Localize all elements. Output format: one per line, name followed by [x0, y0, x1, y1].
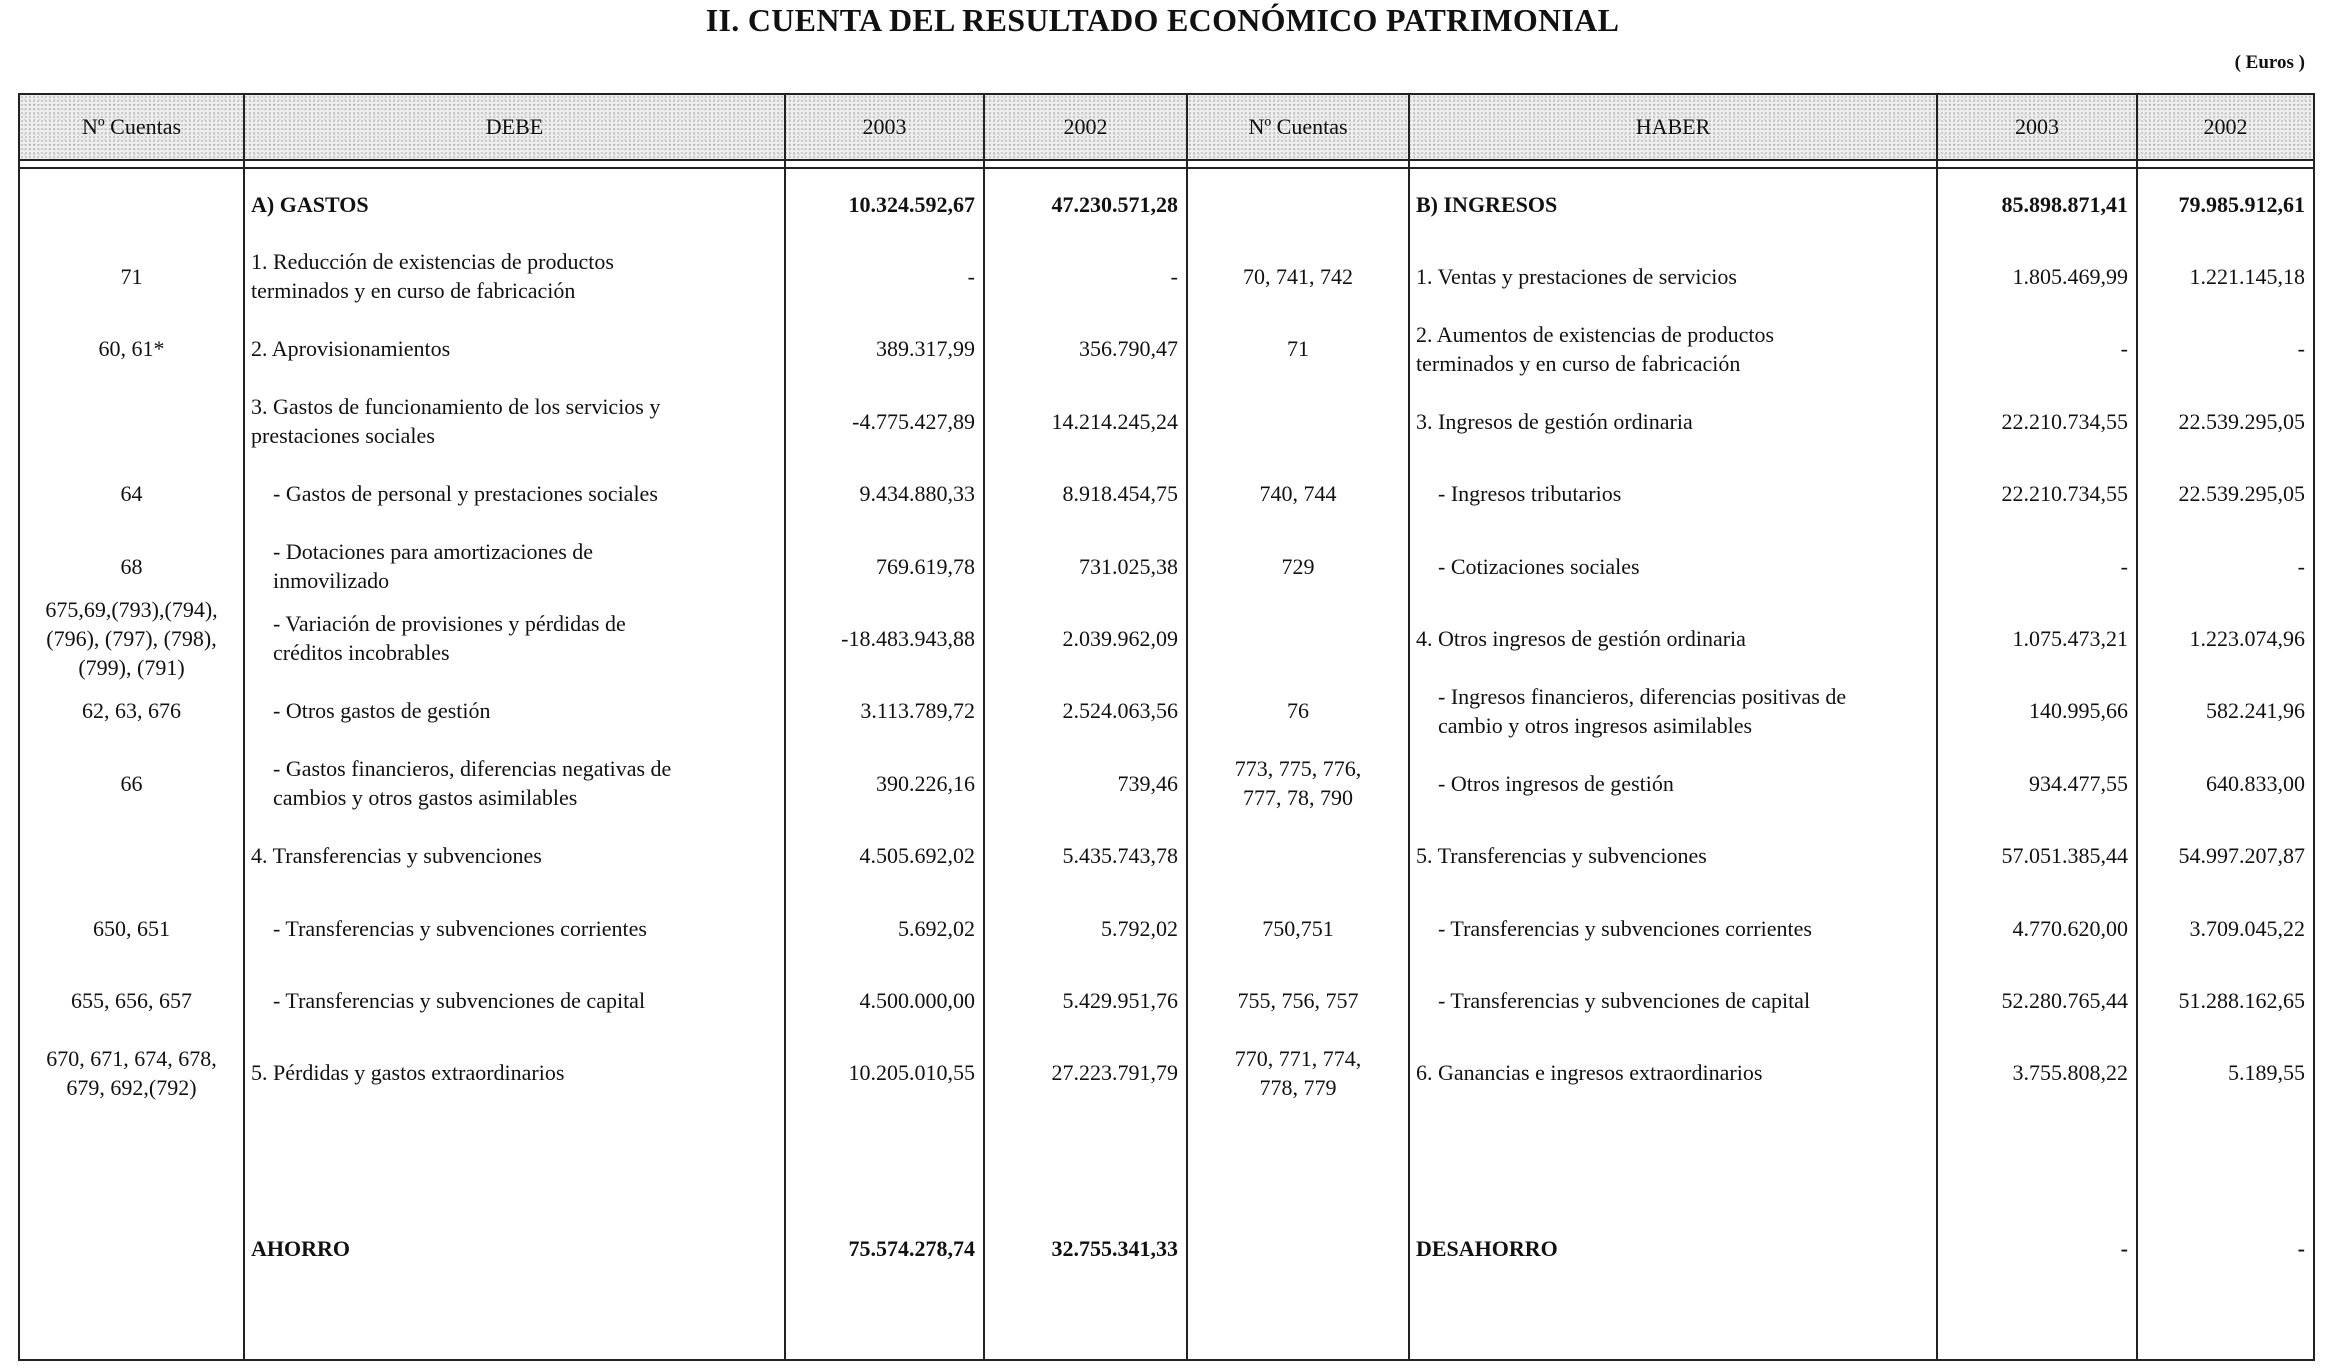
right-account-cell: 770, 771, 774, 778, 779	[1234, 1045, 1362, 1100]
table-row	[20, 313, 2313, 385]
haber-2002-cell: 22.539.295,05	[2178, 408, 2305, 434]
haber-2003-cell: 4.770.620,00	[2012, 915, 2128, 941]
haber-2003-cell: 1.075.473,21	[2012, 625, 2128, 651]
debe-2002-cell: 731.025,38	[1079, 553, 1178, 579]
left-account-cell: 670, 671, 674, 678, 679, 692,(792)	[46, 1045, 217, 1100]
table-row	[20, 458, 2313, 530]
right-account-cell: 76	[1287, 698, 1309, 724]
table-row	[20, 964, 2313, 1036]
haber-description-cell: 2. Aumentos de existencias de productos terminados y en curso de fabricación	[1416, 321, 1775, 376]
debe-2002-cell: 8.918.454,75	[1062, 481, 1178, 507]
total-haber-2002: -	[2297, 1235, 2305, 1261]
table-row	[20, 385, 2313, 457]
haber-description-cell: B) INGRESOS	[1416, 191, 1558, 217]
right-account-cell: 71	[1287, 336, 1309, 362]
haber-2003-cell: 52.280.765,44	[2001, 987, 2128, 1013]
table-row	[20, 675, 2313, 747]
debe-2003-cell: 5.692,02	[898, 915, 975, 941]
debe-2003-cell: -4.775.427,89	[852, 408, 975, 434]
haber-2002-cell: 640.833,00	[2206, 770, 2305, 796]
table-row	[20, 240, 2313, 312]
debe-2002-cell: 27.223.791,79	[1051, 1060, 1178, 1086]
left-account-cell	[20, 168, 243, 240]
haber-2002-cell: -	[2297, 553, 2305, 579]
total-debe-label: AHORRO	[251, 1235, 350, 1261]
left-account-cell: 675,69,(793),(794), (796), (797), (798), (799), (791)	[45, 596, 218, 680]
right-account-cell	[1188, 820, 1408, 892]
haber-2002-cell: 51.288.162,65	[2178, 987, 2305, 1013]
haber-2002-cell: 1.221.145,18	[2189, 263, 2305, 289]
total-debe-2002: 32.755.341,33	[1051, 1235, 1178, 1261]
header-left-account: Nº Cuentas	[81, 114, 182, 139]
right-account-cell: 750,751	[1262, 915, 1334, 941]
header-divider	[20, 159, 2313, 161]
header-haber: HABER	[1635, 114, 1711, 139]
table-row	[20, 820, 2313, 892]
haber-2003-cell: -	[2120, 553, 2128, 579]
table-row	[20, 596, 2313, 680]
debe-2003-cell: 389.317,99	[876, 336, 975, 362]
total-debe-2003: 75.574.278,74	[848, 1235, 975, 1261]
haber-description-cell: 4. Otros ingresos de gestión ordinaria	[1416, 625, 1746, 651]
haber-description-cell: - Transferencias y subvenciones corrientes	[1438, 915, 1812, 941]
table-row	[20, 168, 2313, 240]
haber-2003-cell: 22.210.734,55	[2001, 481, 2128, 507]
haber-2003-cell: 1.805.469,99	[2012, 263, 2128, 289]
right-account-cell	[1188, 168, 1408, 240]
haber-description-cell: - Ingresos financieros, diferencias positivas de cambio y otros ingresos asimilables	[1438, 683, 1847, 738]
haber-description-cell: 6. Ganancias e ingresos extraordinarios	[1416, 1060, 1763, 1086]
haber-2002-cell: 582.241,96	[2206, 698, 2305, 724]
debe-2002-cell: 2.039.962,09	[1062, 625, 1178, 651]
haber-2002-cell: 79.985.912,61	[2178, 191, 2305, 217]
haber-description-cell: 5. Transferencias y subvenciones	[1416, 843, 1707, 869]
haber-description-cell: - Ingresos tributarios	[1438, 481, 1622, 507]
debe-description-cell: - Transferencias y subvenciones de capital	[273, 987, 646, 1013]
debe-2003-cell: -18.483.943,88	[841, 625, 975, 651]
haber-2003-cell: 934.477,55	[2029, 770, 2128, 796]
debe-2002-cell: 739,46	[1117, 770, 1178, 796]
debe-2003-cell: 10.324.592,67	[848, 191, 975, 217]
debe-2003-cell: -	[967, 263, 975, 289]
header-debe-2003: 2003	[862, 114, 907, 139]
left-account-cell: 68	[120, 553, 143, 579]
right-account-cell: 773, 775, 776, 777, 78, 790	[1234, 756, 1362, 811]
right-account-cell: 70, 741, 742	[1243, 263, 1353, 289]
debe-2003-cell: 390.226,16	[876, 770, 975, 796]
total-haber-2003: -	[2120, 1235, 2128, 1261]
haber-2002-cell: 1.223.074,96	[2189, 625, 2305, 651]
haber-2002-cell: -	[2297, 336, 2305, 362]
left-account-cell: 650, 651	[93, 915, 170, 941]
haber-description-cell: 1. Ventas y prestaciones de servicios	[1416, 263, 1737, 289]
debe-2002-cell: 5.429.951,76	[1062, 987, 1178, 1013]
haber-2002-cell: 3.709.045,22	[2189, 915, 2305, 941]
header-debe-2002: 2002	[1063, 114, 1108, 139]
debe-2003-cell: 9.434.880,33	[859, 481, 975, 507]
left-account-cell: 62, 63, 676	[82, 698, 181, 724]
haber-description-cell: 3. Ingresos de gestión ordinaria	[1416, 408, 1693, 434]
header-haber-2003: 2003	[2015, 114, 2059, 139]
debe-description-cell: - Gastos financieros, diferencias negativas de cambios y otros gastos asimilables	[273, 756, 672, 811]
haber-description-cell: - Otros ingresos de gestión	[1438, 770, 1674, 796]
debe-2003-cell: 4.505.692,02	[859, 843, 975, 869]
header-haber-2002: 2002	[2203, 114, 2248, 139]
right-account-cell: 740, 744	[1259, 481, 1337, 507]
haber-description-cell: - Transferencias y subvenciones de capital	[1438, 987, 1811, 1013]
debe-2002-cell: 5.792,02	[1101, 915, 1178, 941]
right-account-cell	[1188, 602, 1408, 674]
debe-description-cell: - Variación de provisiones y pérdidas de créditos incobrables	[273, 611, 626, 666]
debe-2002-cell: 5.435.743,78	[1062, 843, 1178, 869]
table-row	[20, 1037, 2313, 1109]
totals-row	[20, 1212, 2313, 1284]
left-account-cell: 655, 656, 657	[71, 987, 192, 1013]
right-account-cell: 755, 756, 757	[1237, 987, 1359, 1013]
haber-description-cell: - Cotizaciones sociales	[1438, 553, 1640, 579]
left-account-cell: 60, 61*	[98, 336, 165, 362]
income-statement-table	[18, 93, 2315, 1361]
haber-2003-cell: -	[2120, 336, 2128, 362]
haber-2003-cell: 140.995,66	[2029, 698, 2128, 724]
debe-description-cell: 3. Gastos de funcionamiento de los servicios y prestaciones sociales	[251, 394, 661, 449]
left-account-cell: 71	[120, 263, 143, 289]
debe-description-cell: 4. Transferencias y subvenciones	[251, 843, 542, 869]
header-debe: DEBE	[485, 114, 544, 139]
haber-2003-cell: 3.755.808,22	[2012, 1060, 2128, 1086]
debe-2003-cell: 3.113.789,72	[860, 698, 975, 724]
debe-2002-cell: 356.790,47	[1079, 336, 1178, 362]
total-haber-label: DESAHORRO	[1416, 1235, 1558, 1261]
debe-2002-cell: 47.230.571,28	[1051, 191, 1178, 217]
debe-2003-cell: 4.500.000,00	[859, 987, 975, 1013]
left-account-cell	[20, 385, 243, 457]
haber-2003-cell: 57.051.385,44	[2001, 843, 2128, 869]
debe-2002-cell: -	[1170, 263, 1178, 289]
haber-2002-cell: 5.189,55	[2228, 1060, 2305, 1086]
debe-2002-cell: 14.214.245,24	[1051, 408, 1178, 434]
table-row	[20, 747, 2313, 819]
haber-2002-cell: 54.997.207,87	[2178, 843, 2305, 869]
debe-description-cell: A) GASTOS	[251, 191, 369, 217]
debe-description-cell: - Transferencias y subvenciones corrientes	[273, 915, 647, 941]
haber-2002-cell: 22.539.295,05	[2178, 481, 2305, 507]
left-account-cell	[20, 820, 243, 892]
debe-description-cell: - Otros gastos de gestión	[273, 698, 491, 724]
debe-2003-cell: 10.205.010,55	[848, 1060, 975, 1086]
table-row	[20, 530, 2313, 602]
haber-2003-cell: 22.210.734,55	[2001, 408, 2128, 434]
debe-description-cell: 1. Reducción de existencias de productos terminados y en curso de fabricación	[251, 249, 614, 304]
debe-2002-cell: 2.524.063,56	[1062, 698, 1178, 724]
debe-description-cell: 2. Aprovisionamientos	[251, 336, 451, 362]
currency-note: ( Euros )	[2234, 52, 2305, 73]
page-title: II. CUENTA DEL RESULTADO ECONÓMICO PATRIMONIAL	[705, 2, 1620, 38]
debe-description-cell: 5. Pérdidas y gastos extraordinarios	[251, 1060, 565, 1086]
right-account-cell: 729	[1281, 553, 1315, 579]
haber-2003-cell: 85.898.871,41	[2001, 191, 2128, 217]
debe-2003-cell: 769.619,78	[876, 553, 975, 579]
right-account-cell	[1188, 385, 1408, 457]
header-right-account: Nº Cuentas	[1248, 114, 1348, 139]
debe-description-cell: - Gastos de personal y prestaciones sociales	[273, 481, 658, 507]
left-account-cell: 64	[120, 481, 143, 507]
left-account-cell: 66	[120, 770, 143, 796]
debe-description-cell: - Dotaciones para amortizaciones de inmovilizado	[273, 539, 594, 593]
table-row	[20, 892, 2313, 964]
